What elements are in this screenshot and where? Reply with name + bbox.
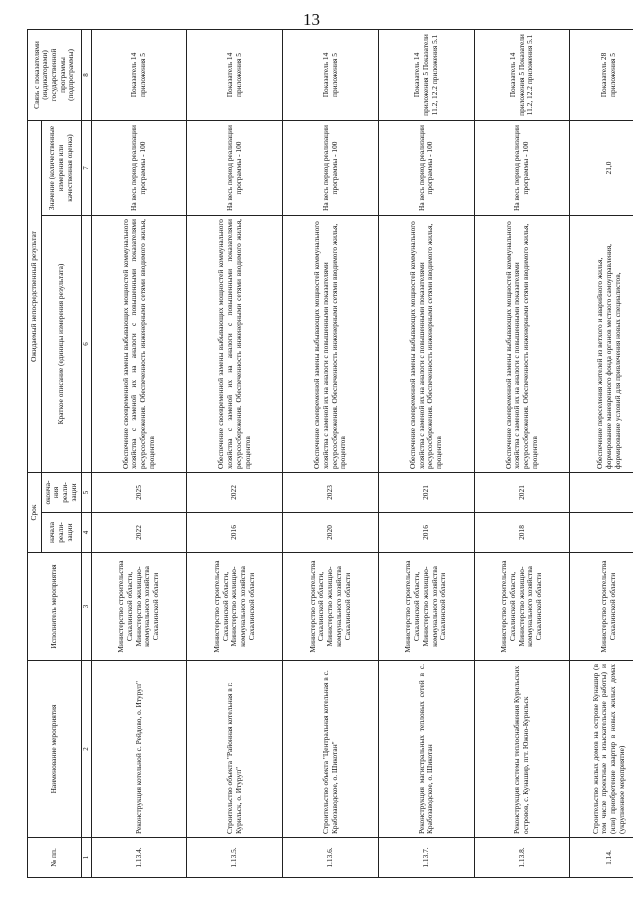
row-name: Строительство жилых домов на острове Кунашир (в том числе проектные и изыскательские работы) и (или) приобретение квартир в новых жилых домах (укрупненное мероприятие) [570,661,633,838]
row-link: Показатель 14 приложения 5 [283,29,379,120]
column-numbers-row [81,29,91,877]
row-start: 2020 [283,513,379,553]
row-description: Обеспечение своевременной замены выбывающих мощностей коммунального хозяйства с заменой их на аналоги с повышенными показателями ресурсосбережения. Обеспеченность инженерными сетями вводимого жилья, процентов [378,215,474,472]
header-value: Значение (количественные измерения или качественная оценка) [41,120,81,215]
page-number: 13 [303,10,320,29]
table-row [378,29,474,877]
row-start: 2022 [91,513,187,553]
row-start: 2018 [474,513,570,553]
row-end [570,472,633,512]
row-end: 2021 [474,472,570,512]
row-name: Реконструкция системы теплоснабжения Курильских островов, с. Кунашир, пгт. Южно-Курильск [474,661,570,838]
row-executor: Министерство строительства Сахалинской области [570,553,633,661]
row-description: Обеспечение своевременной замены выбывающих мощностей коммунального хозяйства с заменой их на аналоги с повышенными показателями ресурсосбережения. Обеспеченность инженерными сетями вводимого жилья, процентов [187,215,283,472]
row-end: 2025 [91,472,187,512]
row-executor: Министерство строительства Сахалинской области, Министерство жилищно-коммунального хозяйства Сахалинской области [91,553,187,661]
row-num: 1.13.6. [283,838,379,878]
row-num: 1.13.7. [378,838,474,878]
row-link: Показатель 14 приложения 5 Показатели 11.2, 12.2 приложения 5.1 [474,29,570,120]
table-row [283,29,379,877]
header-expected-result: Ожидаемый непосредственный результат [28,120,42,472]
row-description: Обеспечение своевременной замены выбывающих мощностей коммунального хозяйства с заменой их на аналоги с повышенными показателями ресурсосбережения. Обеспеченность инженерными сетями вводимого жилья, процентов [474,215,570,472]
row-executor: Министерство строительства Сахалинской области, Министерство жилищно-коммунального хозяйства Сахалинской области [474,553,570,661]
header-srok: Срок [28,472,42,552]
col-number: 1 [81,838,91,878]
header-description: Краткое описание (единицы измерения результата) [41,215,81,472]
row-name: Строительство объекта "Районная котельная в г. Курильск, о. Итуруп" [187,661,283,838]
row-value: 21,0 [570,120,633,215]
row-link: Показатель 14 приложения 5 [91,29,187,120]
row-executor: Министерство строительства Сахалинской области, Министерство жилищно-коммунального хозяйства Сахалинской области [283,553,379,661]
table-row [187,29,283,877]
row-description: Обеспечение своевременной замены выбывающих мощностей коммунального хозяйства с заменой их на аналоги с повышенными показателями ресурсосбережения. Обеспеченность инженерными сетями вводимого жилья, процентов [91,215,187,472]
measures-table [27,29,633,878]
row-start [570,513,633,553]
row-num: 1.14. [570,838,633,878]
col-number: 5 [81,472,91,512]
table-row [570,29,633,877]
header-name: Наименование мероприятия [28,661,82,838]
row-num: 1.13.8. [474,838,570,878]
col-number: 2 [81,661,91,838]
row-value: На весь период реализации программы - 100 [474,120,570,215]
header-link: Связь с показателями (индикаторами) государственной программы (подпрограммы) [28,29,82,120]
row-executor: Министерство строительства Сахалинской области, Министерство жилищно-коммунального хозяйства Сахалинской области [378,553,474,661]
row-value: На весь период реализации программы - 100 [378,120,474,215]
header-end: оконча-ния реали-зации [41,472,81,512]
row-end: 2021 [378,472,474,512]
header-start: начала реали-зации [41,513,81,553]
row-name: Строительство объекта "Центральная котельная в с. Крабозаводское, о. Шикотан" [283,661,379,838]
row-name: Реконструкция магистральных тепловых сетей в с. Крабозаводское, о. Шикотан [378,661,474,838]
table-row [474,29,570,877]
row-description: Обеспечение переселения жителей из ветхого и аварийного жилья, формирование маневренного фонда органов местного самоуправления, формирование условий для привлечения новых специалистов, [570,215,633,472]
header-executor: Исполнитель мероприятия [28,553,82,661]
row-description: Обеспечение своевременной замены выбывающих мощностей коммунального хозяйства с заменой их на аналоги с повышенными показателями ресурсосбережения. Обеспеченность инженерными сетями вводимого жилья, процентов [283,215,379,472]
row-start: 2016 [187,513,283,553]
row-value: На весь период реализации программы - 100 [283,120,379,215]
row-end: 2023 [283,472,379,512]
row-name: Реконструкция котельной с. Рейдово, о. Итуруп" [91,661,187,838]
row-end: 2022 [187,472,283,512]
col-number: 6 [81,215,91,472]
row-link: Показатель 28 приложения 5 [570,29,633,120]
row-num: 1.13.4. [91,838,187,878]
col-number: 8 [81,29,91,120]
header-num: № пп. [28,838,82,878]
row-num: 1.13.5. [187,838,283,878]
col-number: 4 [81,513,91,553]
row-value: На весь период реализации программы - 100 [91,120,187,215]
col-number: 3 [81,553,91,661]
row-start: 2016 [378,513,474,553]
row-link: Показатель 14 приложения 5 [187,29,283,120]
table-row [91,29,187,877]
row-value: На весь период реализации программы - 100 [187,120,283,215]
row-link: Показатель 14 приложения 5 Показатели 11.2, 12.2 приложения 5.1 [378,29,474,120]
rotated-table-container [27,30,626,878]
row-executor: Министерство строительства Сахалинской области, Министерство жилищно-коммунального хозяйства Сахалинской области [187,553,283,661]
col-number: 7 [81,120,91,215]
